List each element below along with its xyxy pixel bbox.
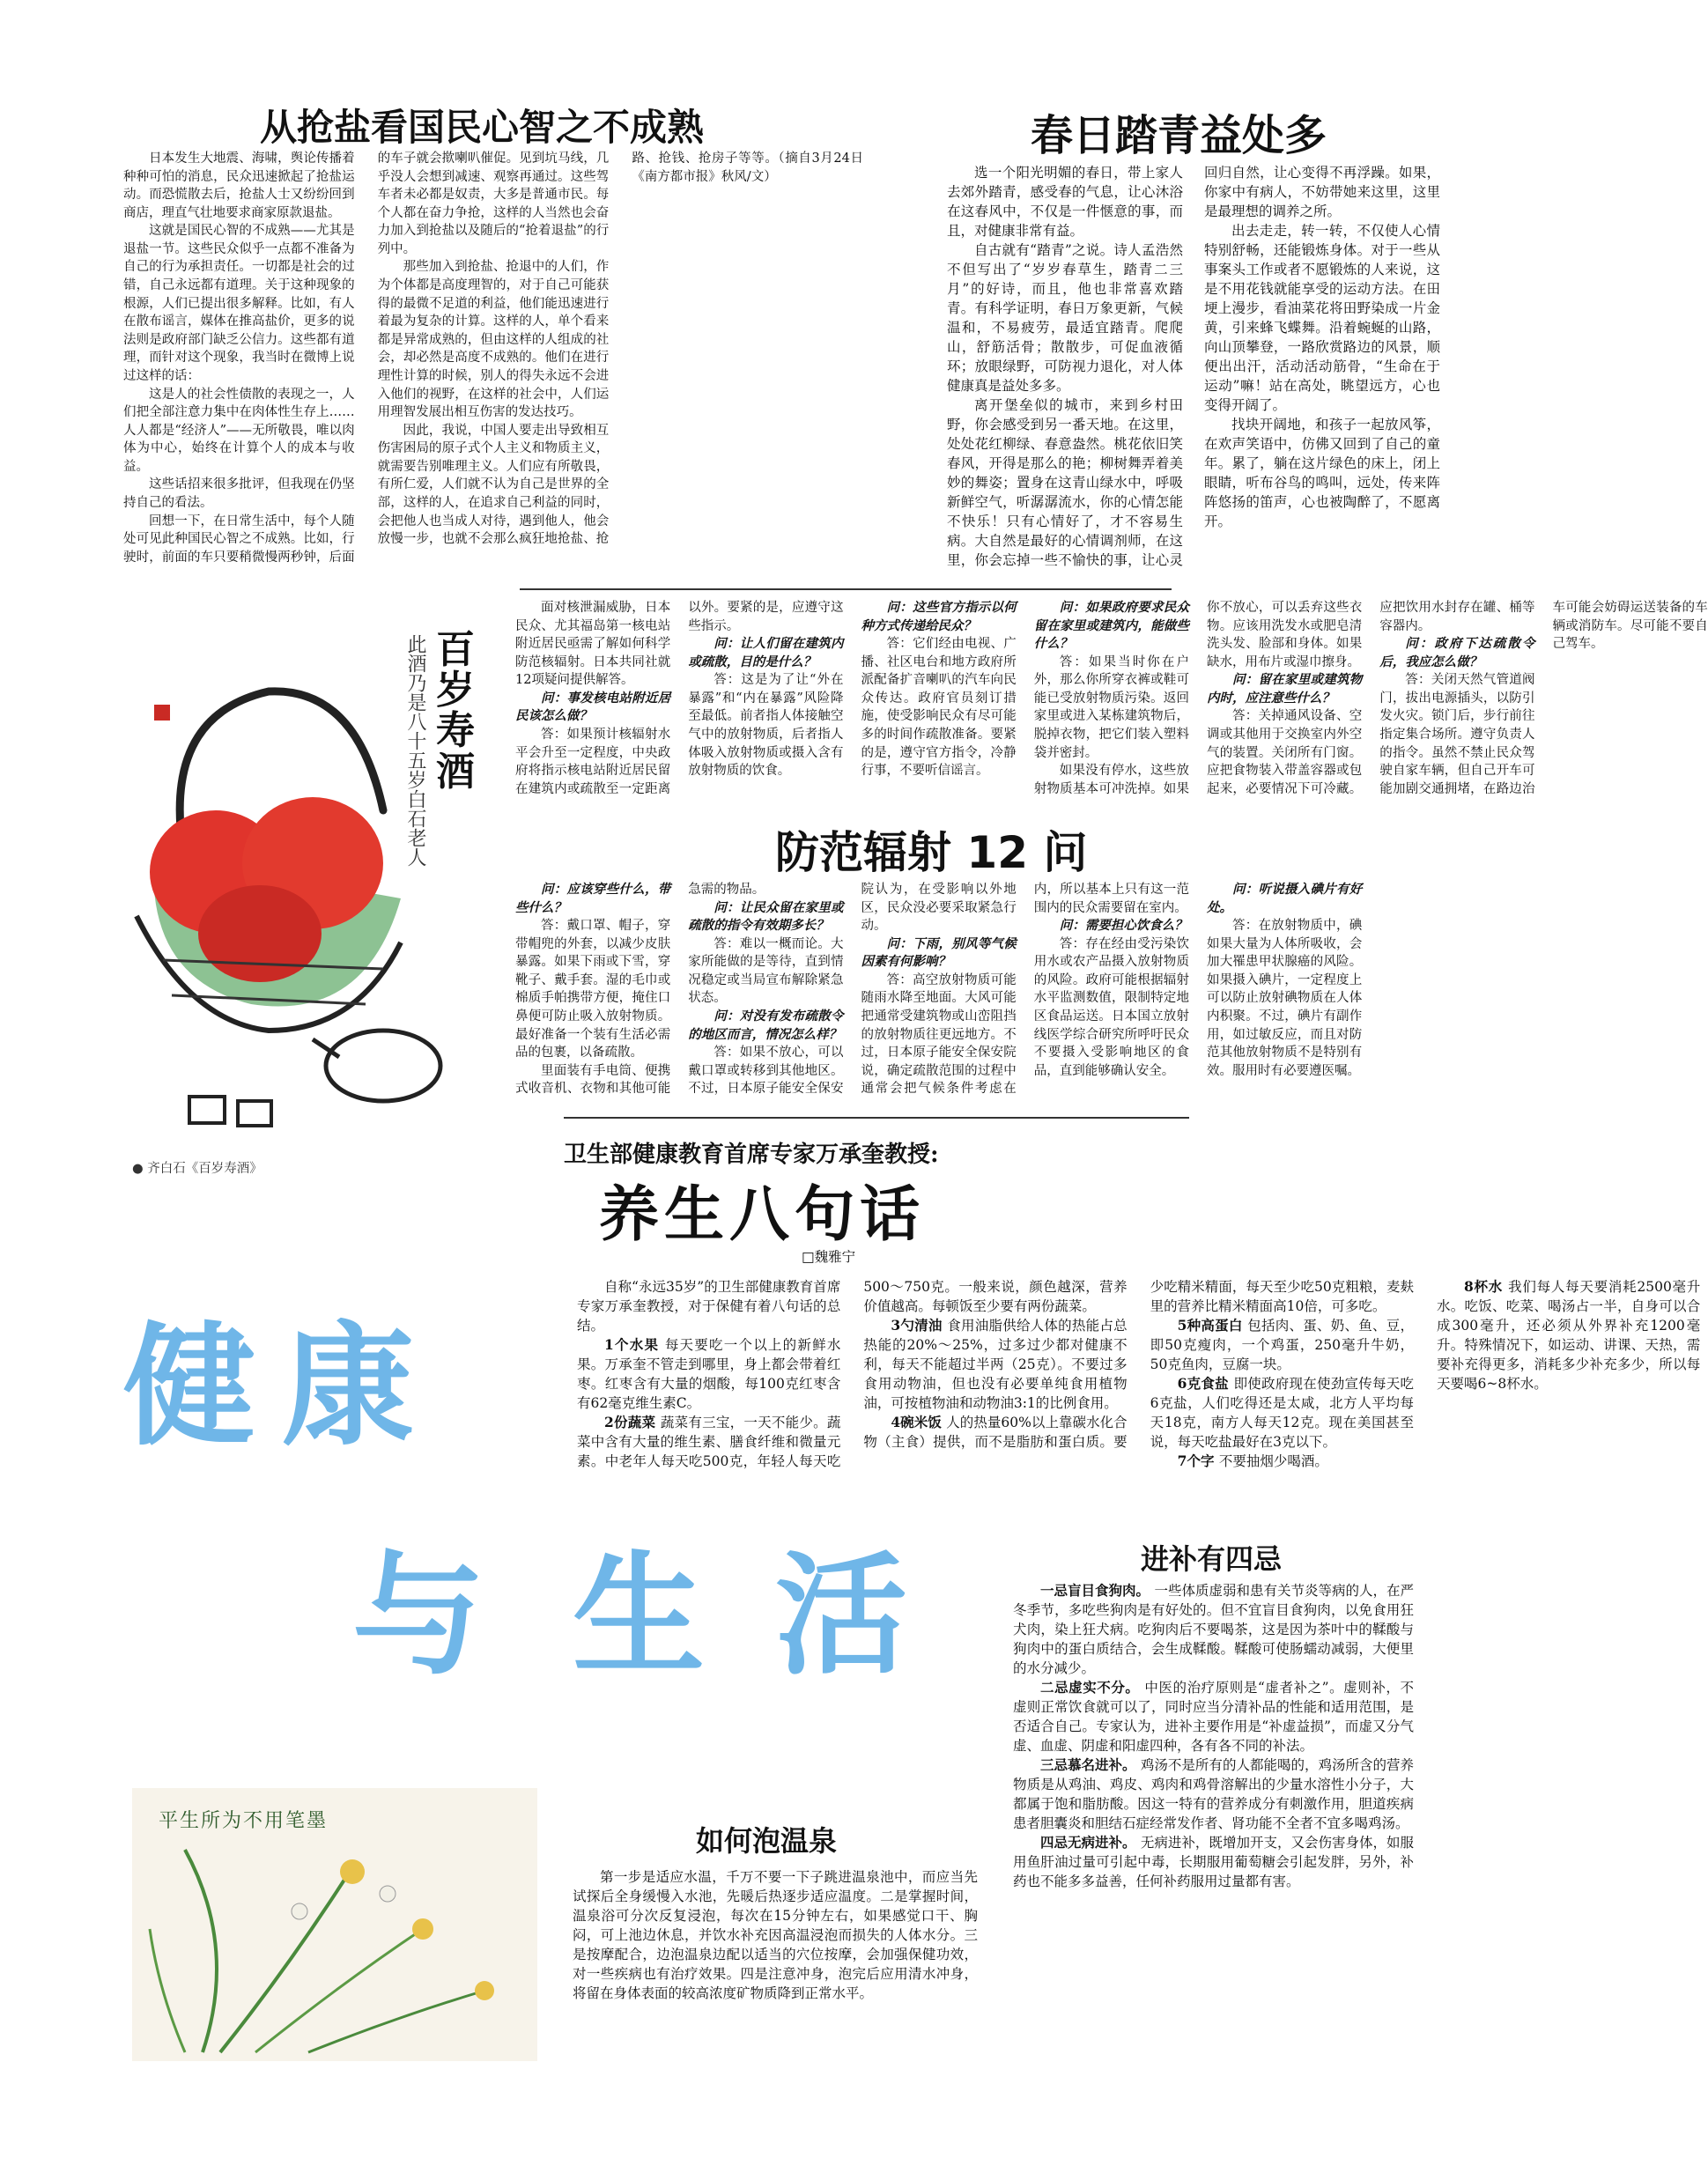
divider-top — [520, 588, 1172, 590]
paragraph-text: 鸡汤不是所有的人都能喝的，鸡汤所含的营养物质是从鸡油、鸡皮、鸡肉和鸡骨溶解出的少量水溶性小分子，大都属于饱和脂肪酸。因这一特有的营养成分有刺激作用，胆道疾病患者胆囊炎和胆结石症经常发作者、肾功能不全者不宜多喝鸡汤。 — [1013, 1757, 1414, 1831]
paragraph-lead: 2份蔬菜 — [604, 1414, 661, 1430]
paragraph: 这就是国民心智的不成熟——尤其是退盐一节。这些民众似乎一点都不准备为自己的行为承担责任。一切都是社会的过错，自己永远都有道理。关于这种现象的根源，人们已提出很多解释。比如，有人在散布谣言，媒体在推高盐价，更多的说法则是政府部门缺乏公信力。这些都有道理，而针对这个现象，我当时在微博上说过这样的话： — [123, 224, 355, 383]
answer: 答：戴口罩、帽子，穿带帽兜的外套，以减少皮肤暴露。如果下雨或下雪，穿靴子、戴手套。湿的毛巾或棉质手帕携带方便，掩住口鼻便可防止吸入放射物质。最好准备一个装有生活必需品的包裹，以备疏散。 — [515, 919, 671, 1061]
paragraph-text: 每天要吃一个以上的新鲜水果。万承奎不管走到哪里，身上都会带着红枣。红枣含有大量的烟酸，每100克红枣含有62毫克维生素C。 — [577, 1337, 841, 1411]
paragraph-text: 我们每人每天要消耗2500毫升水。吃饭、吃菜、喝汤占一半，自身可以合成300毫升，还必须从外界补充1200毫升。特殊情况下，如运动、讲课、天热，需要补充得更多，消耗多少补充多少，所以每天要喝6~8杯水。 — [1436, 1279, 1701, 1392]
paragraph-text: 人的热量60%以上靠碳水化合物（主食）提供，而不是脂肪和蛋白质。要少吃精米精面，每天至少吃50克粗粮，麦麸里的营养比精米精面高10倍，可多吃。 — [863, 1279, 1414, 1450]
paragraph-text: 蔬菜有三宝，一天不能少。蔬菜中含有大量的维生素、膳食纤维和微量元素。中老年人每天吃500克，年轻人每天吃500～750克。一般来说，颜色越深，营养价值越高。每顿饭至少要有两份蔬菜。 — [577, 1279, 1128, 1469]
paragraph-lead: 1个水果 — [604, 1336, 665, 1353]
answer: 如果没有停水，这些放射物质基本可冲洗掉。如果你不放心，可以丢弃这些衣物。应该用洗发水或肥皂清洗头发、脸部和身体。如果缺水，用布片或湿巾擦身。 — [1033, 601, 1363, 796]
painting-orchid — [132, 1788, 537, 2061]
paragraph — [577, 1277, 840, 1335]
paragraph-text: 食用油脂供给人体的热能占总热能的20%～25%，过多过少都对健康不利，每天不能超过半两（25克）。不要过多食用动物油，但也没有必要单纯食用植物油，可按植物油和动物油3:1的比例食用。 — [863, 1318, 1128, 1411]
article6-body — [573, 1867, 978, 2003]
answer: 面对核泄漏威胁，日本民众、尤其福岛第一核电站附近居民亟需了解如何科学防范核辐射。日本共同社就12项疑问提供解答。 — [515, 601, 671, 688]
painting-peaches — [119, 608, 506, 1154]
paragraph — [1150, 1316, 1414, 1374]
answer: 答：它们经由电视、广播、社区电台和地方政府所派配备扩音喇叭的汽车向民众传达。政府官员刻订措施，使受影响民众有尽可能多的时间作疏散准备。要紧的是，遵守官方指令，冷静行事，不要听信谣言。 — [861, 637, 1017, 779]
paragraph-lead: 四忌无病进补。 — [1040, 1834, 1141, 1851]
answer: 答：关掉通风设备、空调或其他用于交换室内外空气的装置。关闭所有门窗。应把食物装入带盖容器或包起来，必要情况下可冷藏。应把饮用水封存在罐、桶等容器内。 — [1207, 601, 1535, 796]
question: 问：事发核电站附近居民该怎么做？ — [515, 690, 671, 724]
article6-title: 如何泡温泉 — [696, 1824, 838, 1858]
paragraph: 日本发生大地震、海啸，舆论传播着种种可怕的消息，民众迅速掀起了抢盐运动。而恐慌散去后，抢盐人士又纷纷回到商店，理直气壮地要求商家原款退盐。 — [123, 152, 355, 220]
divider-mid — [564, 1117, 1189, 1119]
answer: 答：难以一概而论。大家所能做的是等待，直到情况稳定或当局宣布解除紧急状态。 — [688, 936, 844, 1006]
paragraph-text: 无病进补，既增加开支，又会伤害身体，如服用鱼肝油过量可引起中毒，长期服用葡萄糖会引起发胖，另外，补药也不能多多益善，任何补药服用过量都有害。 — [1013, 1835, 1414, 1889]
answer: 答：如果当时你在户外，那么你所穿衣裤或鞋可能已受放射物质污染。返回家里或进入某栋建筑物后，脱掉衣物，把它们装入塑料袋并密封。 — [1033, 654, 1189, 760]
paragraph-lead: 6克食盐 — [1177, 1375, 1234, 1392]
paragraph: 选一个阳光明媚的春日，带上家人去郊外踏青，感受春的气息，让心沐浴在这春风中，不仅是一件惬意的事，而且，对健康非常有益。 — [947, 165, 1183, 239]
paragraph: 自古就有“踏青”之说。诗人孟浩然不但写出了“岁岁春草生，踏青二三月”的好诗，而且，他也非常喜欢踏青。有科学证明，春日万象更新，气候温和，不易疲劳，最适宜踏青。爬爬山，舒筋活骨；散散步，可促血液循环；放眼绿野，可防视力退化，对人体健康真是益处多多。 — [947, 242, 1183, 394]
paragraph-lead: 4碗米饭 — [891, 1414, 947, 1430]
paragraph: 离开堡垒似的城市，来到乡村田野，你会感受到另一番天地。在这里，处处花红柳绿、春意盎然。桃花依旧笑春风，开得是那么的艳；柳树舞弄着美妙的舞姿；置身在这青山绿水中，呼吸新鲜空气，听潺潺流水，你的心情怎能不快乐！只有心情好了，才不容易生病。大自然是最好的心情调剂师，在这里，你会忘掉一些不愉快的事，让心灵回归自然，让心变得不再浮躁。如果，你家中有病人，不妨带她来这里，这里是最理想的调养之所。 — [947, 165, 1440, 568]
article4-byline: □魏雅宁 — [802, 1249, 856, 1265]
answer: 答：在放射物质中，碘如果大量为人体所吸收，会加大罹患甲状腺癌的风险。如果摄入碘片，一定程度上可以防止放射碘物质在人体内积聚。不过，碘片有副作用，如过敏反应，而且对防范其他放射物质不是特别有效。服用时有必要遵医嘱。 — [1207, 919, 1363, 1078]
question: 问：让人们留在建筑内或疏散，目的是什么？ — [688, 636, 844, 669]
section-char-yu: 与 — [352, 1540, 485, 1693]
paragraph-text: 自称“永远35岁”的卫生部健康教育首席专家万承奎教授，对于保健有着八句话的总结。 — [577, 1279, 841, 1334]
paragraph-lead: 8杯水 — [1463, 1278, 1509, 1295]
article4-kicker: 卫生部健康教育首席专家万承奎教授: — [564, 1142, 939, 1168]
paragraph: 第一步是适应水温，千万不要一下子跳进温泉池中，而应当先试探后全身缓慢入水池，先暖后热逐步适应温度。二是掌握时间，温泉浴可分次反复浸泡，每次在15分钟左右，如果感觉口干、胸闷，可上池边休息，并饮水补充因高温浸泡而损失的人体水分。三是按摩配合，边泡温泉边配以适当的穴位按摩，会加强保健功效，对一些疾病也有治疗效果。四是注意冲身，泡完后应用清水冲身，将留在身体表面的较高浓度矿物质降到正常水平。 — [573, 1869, 978, 2001]
article2-title: 春日踏青益处多 — [1031, 111, 1327, 160]
section-char-jian: 健 — [123, 1311, 256, 1464]
question: 问：听说摄入碘片有好处。 — [1207, 882, 1363, 915]
painting-inscription: 此酒乃是八十五岁白石老人 — [404, 634, 426, 867]
answer: 答：关闭天然气管道阀门，拔出电源插头，以防引发火灾。锁门后，步行前往指定集合场所。遵守负责人的指令。虽然不禁止民众驾驶自家车辆，但自己开车可能加剧交通拥堵，在路边治车可能会妨碍运送装备的车辆或消防车。尽可能不要自己驾车。 — [1379, 601, 1708, 796]
article3-title: 防范辐射 12 问 — [775, 827, 1088, 878]
painting-caption: ● 齐白石《百岁寿酒》 — [132, 1162, 262, 1176]
paragraph-text: 一些体质虚弱和患有关节炎等病的人，在严冬季节，多吃些狗肉是有好处的。但不宜盲目食狗肉，以免食用狂犬肉，染上狂犬病。吃狗肉后不要喝茶，这是因为茶叶中的鞣酸与狗肉中的蛋白质结合，会生成鞣酸。鞣酸可使肠蠕动减弱，大便里的水分减少。 — [1013, 1583, 1414, 1676]
paragraph — [577, 1335, 840, 1413]
paragraph: 回想一下，在日常生活中，每个人随处可见此种国民心智之不成熟。比如，行驶时，前面的车只要稍微慢两秒钟，后面的车子就会揿喇叭催促。见到坑马线，几乎没人会想到减速、观察再通过。这些驾车者未必都是奴责，大多是普通市民。每个人都在奋力争抢，这样的人当然也会奋力加入到抢盐以及随后的“抢着退盐”的行列中。 — [123, 152, 610, 565]
answer: 答：高空放射物质可能随雨水降至地面。大风可能把通常受建筑物或山峦阻挡的放射物质往更远地方。不过，日本原子能安全保安院说，确定疏散范围的过程中通常会把气候条件考虑在内，所以基本上只有这一范围内的民众需要留在室内。 — [861, 883, 1189, 1097]
section-char-sheng: 生 — [573, 1540, 706, 1693]
paragraph — [1437, 1277, 1700, 1393]
question: 问：让民众留在家里或疏散的指令有效期多长？ — [688, 899, 844, 934]
paragraph-text: 不要抽烟少喝酒。 — [1218, 1453, 1328, 1469]
paragraph-lead: 一忌盲目食狗肉。 — [1040, 1582, 1155, 1599]
paragraph: 出去走走，转一转，不仅使人心情特别舒畅，还能锻炼身体。对于一些从事案头工作或者不愿锻炼的人来说，这是不用花钱就能享受的运动方法。在田埂上漫步，看油菜花将田野染成一片金黄，引来蜂飞蝶舞。沿着蜿蜒的山路，向山顶攀登，一路欣赏路边的风景，顺便出出汗，活动活动筋骨，“生命在于运动”嘛！站在高处，眺望远方，心也变得开阔了。 — [1204, 223, 1440, 413]
article3-body-top — [515, 599, 1708, 815]
question: 问：对没有发布疏散令的地区而言，情况怎么样？ — [688, 1009, 844, 1042]
paragraph: 这是人的社会性债散的表现之一，人们把全部注意力集中在肉体性生存上……人人都是“经济人”——无所敬畏，唯以肉体为中心，始终在计算个人的成本与收益。 — [123, 387, 355, 474]
question: 问：政府下达疏散令后，我应怎么做？ — [1379, 636, 1535, 669]
answer: 答：如果预计核辐射水平会升至一定程度，中央政府将指示核电站附近居民留在建筑内或疏散至一定距离以外。要紧的是，应遵守这些指示。 — [515, 601, 844, 796]
answer: 答：存在经由受污染饮用水或农产品摄入放射物质的风险。政府可能根据辐射水平监测数值，限制特定地区食品运送。日本国立放射线医学综合研究所呼吁民众不要摄入受影响地区的食品，直到能够确认安全。 — [1033, 936, 1189, 1078]
paragraph: 那些加入到抢盐、抢退中的人们，作为个体都是高度理智的，对于自己可能获得的最微不足道的利益，他们能迅速进行着最为复杂的计算。这样的人，单个看来都是异常成熟的，但由这样的人组成的社会，却必然是高度不成熟的。他们在进行理性计算的时候，别人的得失永远不会进入他们的视野，在这样的社会中，人们运用理智发展出相互伤害的发达技巧。 — [377, 260, 610, 420]
question: 问：需要担心饮食么？ — [1059, 918, 1187, 934]
paragraph — [863, 1316, 1127, 1413]
paragraph-lead: 7个字 — [1177, 1452, 1219, 1469]
paragraph — [1013, 1678, 1414, 1755]
article3-body-bottom — [515, 881, 1363, 1110]
paragraph — [1013, 1833, 1414, 1891]
article1-title: 从抢盐看国民心智之不成熟 — [260, 106, 705, 149]
article2-body — [947, 163, 1440, 577]
article5-body — [1013, 1581, 1414, 1891]
article4-title: 养生八句话 — [599, 1180, 926, 1250]
paragraph-text: 即使政府现在使劲宣传每天吃6克盐，人们吃得还是太咸，北方人平均每天18克，南方人每天12克。现在美国甚至说，每天吃盐最好在3克以下。 — [1150, 1376, 1414, 1450]
answer: 里面装有手电筒、便携式收音机、衣物和其他可能急需的物品。 — [515, 883, 765, 1097]
section-char-kang: 康 — [282, 1311, 415, 1464]
section-char-huo: 活 — [775, 1540, 908, 1693]
paragraph: 找块开阔地，和孩子一起放风筝，在欢声笑语中，仿佛又回到了自己的童年。累了，躺在这片绿色的床上，闭上眼睛，听布谷鸟的鸣叫，远处，传来阵阵悠扬的笛声，心也被陶醉了，不愿离开。 — [1204, 417, 1440, 529]
paragraph-lead: 二忌虚实不分。 — [1040, 1679, 1145, 1696]
paragraph — [1013, 1755, 1414, 1833]
question: 问：留在家里或建筑物内时，应注意些什么？ — [1207, 672, 1363, 706]
paragraph — [1150, 1452, 1414, 1471]
paragraph-lead: 三忌慕名进补。 — [1040, 1756, 1141, 1773]
paragraph: 因此，我说，中国人要走出导致相互伤害困局的原子式个人主义和物质主义，就需要告别唯理主义。人们应有所敬畏，有所仁爱，人们就不认为自己是世界的全部，这样的人，在追求自己利益的同时，会把他人也当成人对待，遇到他人，他会放慢一步，也就不会那么疯狂地抢盐、抢路、抢钱、抢房子等等。（摘自3月24日《南方都市报》秋风/文） — [377, 152, 863, 547]
question: 问：如果政府要求民众留在家里或建筑内，能做些什么？ — [1033, 600, 1189, 652]
answer: 答：如果不放心，可以戴口罩或转移到其他地区。不过，日本原子能安全保安院认为，在受影响以外地区，民众没必要采取紧急行动。 — [688, 883, 1017, 1097]
paragraph-lead: 3勺清油 — [891, 1317, 948, 1334]
answer: 答：这是为了让“外在暴露”和“内在暴露”风险降至最低。前者指人体接触空气中的放射物质，后者指人体吸入放射物质或摄入含有放射物质的饮食。 — [688, 673, 844, 779]
question: 问：应该穿些什么，带些什么？ — [515, 882, 671, 915]
paragraph-text: 中医的治疗原则是“虚者补之”。虚则补，不虚则正常饮食就可以了，同时应当分清补品的性能和适用范围，是否适合自己。专家认为，进补主要作用是“补虚益损”，而虚又分气虚、血虚、阴虚和阳虚四种，各有各不同的补法。 — [1013, 1680, 1414, 1754]
painting-title-chars: 百岁寿酒 — [436, 627, 475, 794]
question: 问：下雨，别风等气候因素有何影响？ — [861, 935, 1017, 970]
article1-body — [123, 150, 863, 577]
paragraph-text: 包括肉、蛋、奶、鱼、豆，即50克瘦肉，一个鸡蛋，250毫升牛奶，50克鱼肉，豆腐一块。 — [1150, 1318, 1414, 1372]
paragraph: 这些话招来很多批评，但我现在仍坚持自己的看法。 — [123, 477, 355, 510]
paragraph-lead: 5种高蛋白 — [1177, 1317, 1248, 1334]
orchid-inscription: 平生所为不用笔墨 — [159, 1810, 329, 1832]
paragraph — [1013, 1581, 1414, 1678]
article5-title: 进补有四忌 — [1141, 1542, 1283, 1576]
article4-body — [577, 1277, 1701, 1484]
paragraph — [1150, 1374, 1414, 1452]
question: 问：这些官方指示以何种方式传递给民众？ — [861, 600, 1017, 633]
